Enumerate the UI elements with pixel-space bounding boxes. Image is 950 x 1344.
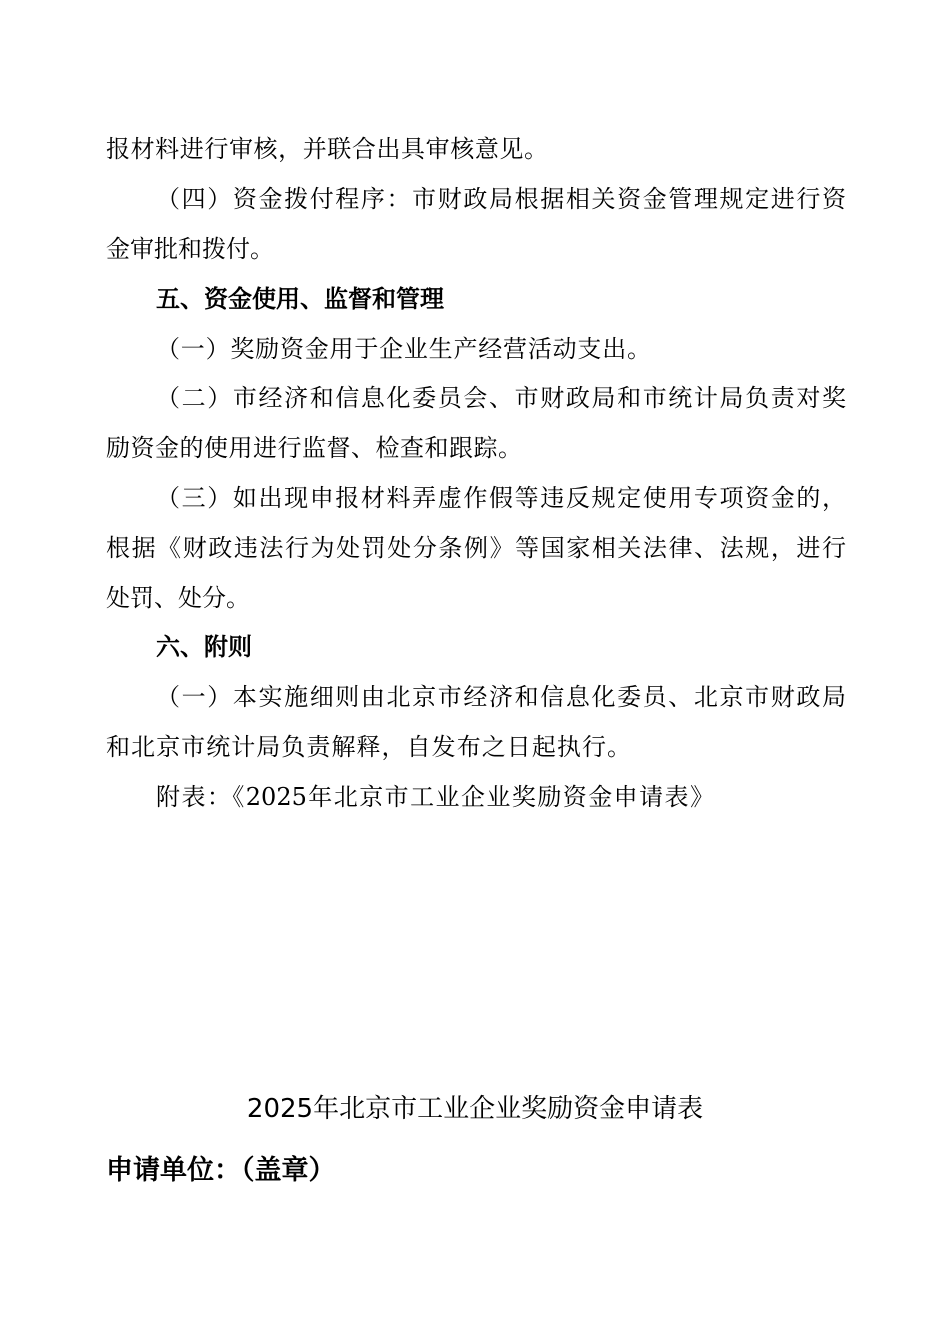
body-line-6: （二）市经济和信息化委员会、市财政局和市统计局负责对奖: [156, 384, 846, 412]
body-line-13: 和北京市统计局负责解释，自发布之日起执行。: [106, 733, 631, 761]
body-line-12: （一）本实施细则由北京市经济和信息化委员、北京市财政局: [156, 683, 846, 711]
body-line-2: （四）资金拨付程序：市财政局根据相关资金管理规定进行资: [156, 185, 846, 213]
body-line-9: 根据《财政违法行为处罚处分条例》等国家相关法律、法规，进行: [106, 534, 846, 562]
body-line-3: 金审批和拨付。: [106, 235, 274, 263]
body-line-8: （三）如出现申报材料弄虚作假等违反规定使用专项资金的，: [156, 484, 846, 512]
body-line-7: 励资金的使用进行监督、检查和跟踪。: [106, 434, 522, 462]
section-heading-5: 五、资金使用、监督和管理: [156, 285, 444, 313]
body-line-5: （一）奖励资金用于企业生产经营活动支出。: [156, 335, 651, 363]
body-line-1: 报材料进行审核，并联合出具审核意见。: [106, 135, 548, 163]
appendix-reference: 附表：《2025年北京市工业企业奖励资金申请表》: [156, 783, 714, 811]
form-title: 2025年北京市工业企业奖励资金申请表: [246, 1094, 704, 1124]
body-line-10: 处罚、处分。: [106, 584, 250, 612]
applicant-unit-label: 申请单位：（盖章）: [106, 1155, 336, 1186]
section-heading-6: 六、附则: [156, 633, 252, 661]
